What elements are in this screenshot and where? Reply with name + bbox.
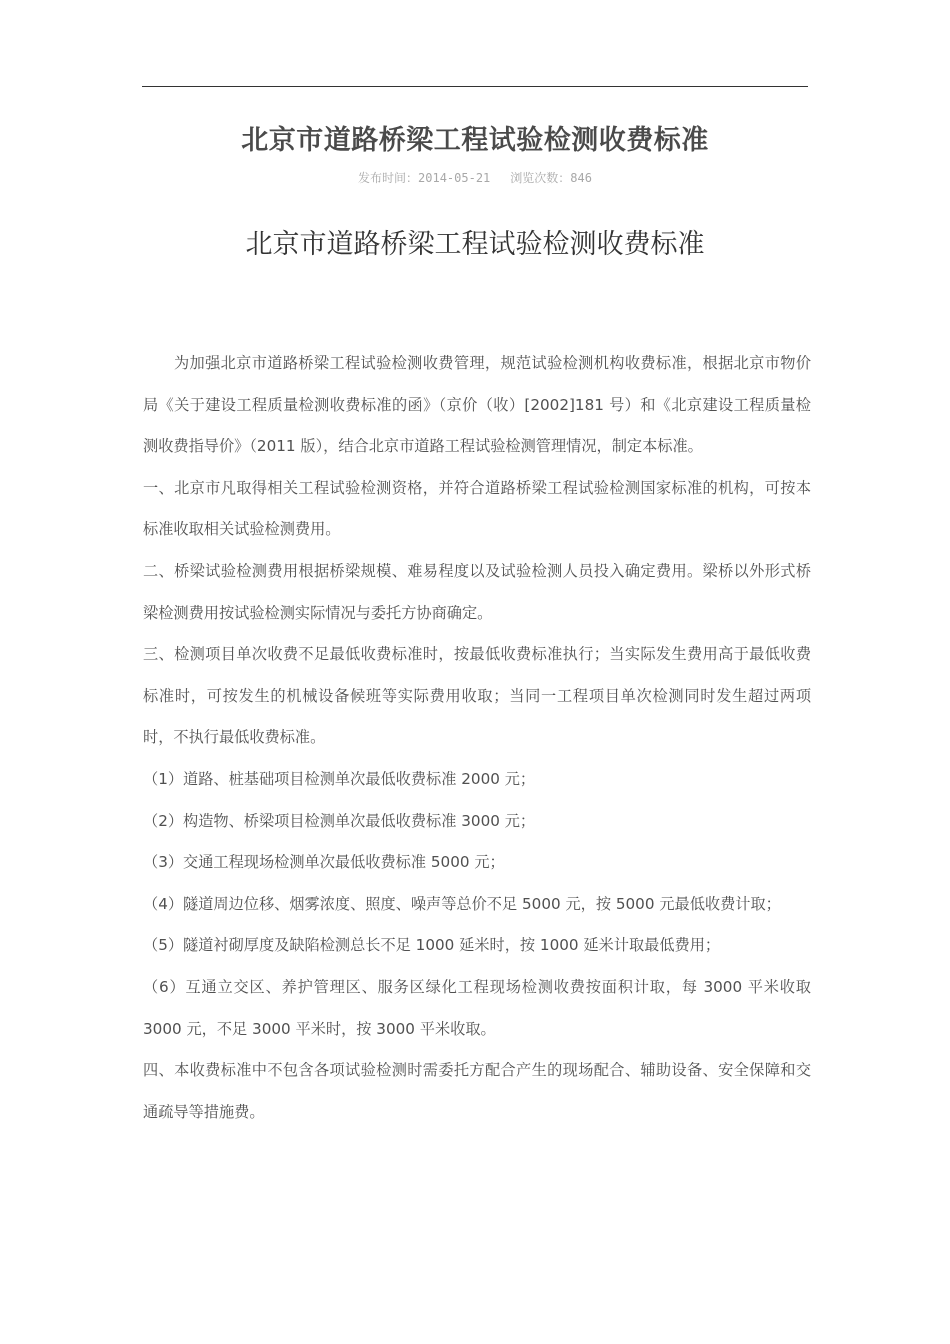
fee-item-1: （1）道路、桩基础项目检测单次最低收费标准 2000 元；	[143, 769, 536, 788]
fee-item-3: （3）交通工程现场检测单次最低收费标准 5000 元；	[143, 853, 505, 872]
clause-1: 一、北京市凡取得相关工程试验检测资格，并符合道路桥梁工程试验检测国家标准的机构，可按本标准收取相关试验检测费用。	[143, 478, 811, 539]
page-title: 北京市道路桥梁工程试验检测收费标准	[241, 125, 709, 156]
article-heading: 北京市道路桥梁工程试验检测收费标准	[245, 229, 705, 260]
publish-label: 发布时间：	[358, 171, 419, 185]
views-count: 846	[570, 171, 592, 185]
fee-item-5: （5）隧道衬砌厚度及缺陷检测总长不足 1000 延米时，按 1000 延米计取最低费用；	[143, 936, 721, 955]
intro-paragraph: 为加强北京市道路桥梁工程试验检测收费管理，规范试验检测机构收费标准，根据北京市物价局《关于建设工程质量检测收费标准的函》（京价（收）[2002]181 号）和《北京建设工程质量检测收费指导价》（2011 版），结合北京市道路工程试验检测管理情况，制定本标准。	[143, 354, 811, 456]
article-body	[143, 343, 811, 1133]
fee-item-6: （6）互通立交区、养护管理区、服务区绿化工程现场检测收费按面积计取，每 3000 平米收取 3000 元，不足 3000 平米时，按 3000 平米收取。	[143, 977, 811, 1038]
article-meta	[0, 169, 950, 186]
header-divider	[142, 86, 808, 87]
fee-item-4: （4）隧道周边位移、烟雾浓度、照度、噪声等总价不足 5000 元，按 5000 元最低收费计取；	[143, 894, 781, 913]
views-label: 浏览次数：	[510, 171, 571, 185]
clause-2: 二、桥梁试验检测费用根据桥梁规模、难易程度以及试验检测人员投入确定费用。梁桥以外形式桥梁检测费用按试验检测实际情况与委托方协商确定。	[143, 561, 811, 622]
publish-date: 2014-05-21	[418, 171, 491, 185]
fee-item-2: （2）构造物、桥梁项目检测单次最低收费标准 3000 元；	[143, 811, 536, 830]
clause-4: 四、本收费标准中不包含各项试验检测时需委托方配合产生的现场配合、辅助设备、安全保障和交通疏导等措施费。	[143, 1061, 811, 1121]
clause-3: 三、检测项目单次收费不足最低收费标准时，按最低收费标准执行；当实际发生费用高于最低收费标准时，可按发生的机械设备候班等实际费用收取；当同一工程项目单次检测同时发生超过两项时，不执行最低收费标准。	[143, 645, 811, 747]
